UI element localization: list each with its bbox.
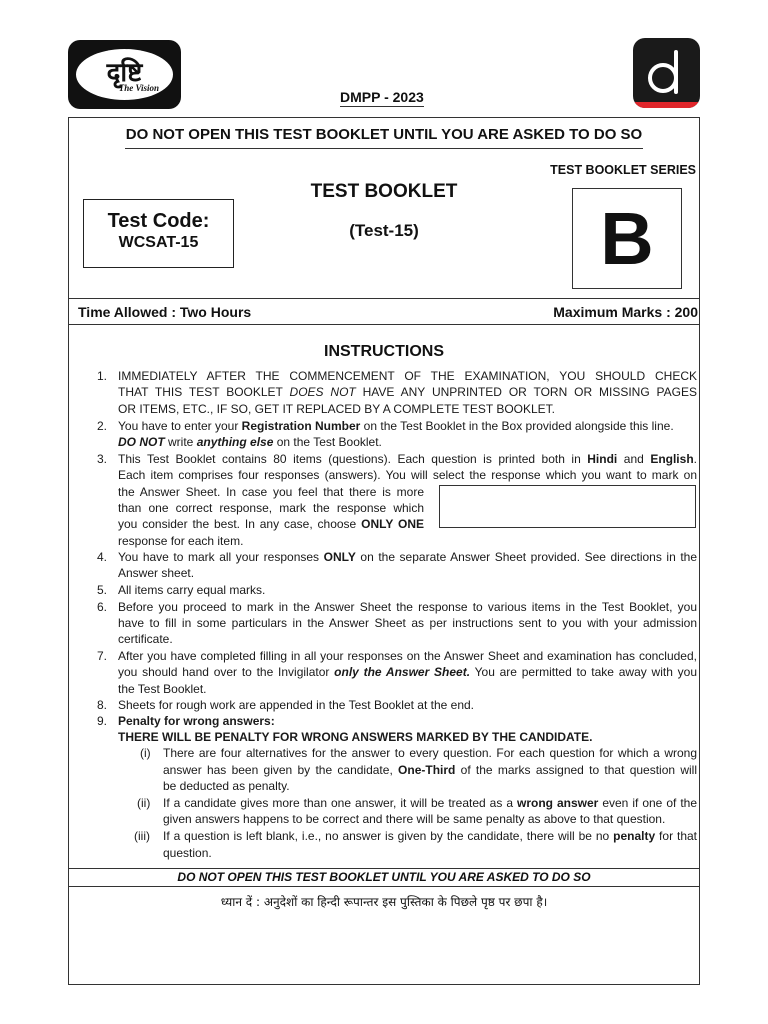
item-number: 9. [97,714,108,728]
instruction-line: Sheets for rough work are appended in the Test Booklet at the end. [118,698,475,712]
instruction-line: Answer sheet. [118,566,195,580]
item-number: 4. [97,550,108,564]
instruction-line: have to fill in some particulars in the Answer Sheet as per instructions sent to you with your admission [118,616,697,630]
d-logo-red-bar [633,102,700,108]
instruction-line: You have to enter your Registration Number on the Test Booklet in the Box provided alongside this line. [118,419,674,433]
exam-code: DMPP - 2023 [340,89,424,105]
instruction-line: OR ITEMS, ETC., IF SO, GET IT REPLACED BY A COMPLETE TEST BOOKLET. [118,402,556,416]
instruction-line: you consider the best. In any case, choose ONLY ONE [118,517,424,531]
instruction-line: the Test Booklet. [118,682,207,696]
item-number: 1. [97,369,108,383]
item-number: 5. [97,583,108,597]
series-letter: B [600,197,654,280]
instruction-line: If a candidate gives more than one answer, it will be treated as a wrong answer even if one of the [163,796,698,810]
bottom-warning: DO NOT OPEN THIS TEST BOOKLET UNTIL YOU ARE ASKED TO DO SO [177,870,591,884]
instruction-line: If a question is left blank, i.e., no answer is given by the candidate, there will be no penalty for that [163,829,697,843]
sub-item-number: (i) [140,746,151,760]
instruction-line: response for each item. [118,534,244,548]
item-number: 2. [97,419,108,433]
divider [69,324,699,325]
divider [69,298,699,299]
top-warning-underline [125,148,643,149]
booklet-title: TEST BOOKLET [310,181,458,202]
instruction-line: question. [163,846,212,860]
hindi-note: ध्यान दें : अनुदेशों का हिन्दी रूपान्तर इस पुस्तिका के पिछले पृष्ठ पर छपा है। [220,895,548,909]
instruction-line: DO NOT write anything else on the Test Booklet. [118,435,382,449]
instruction-line: Before you proceed to mark in the Answer Sheet the response to various items in the Test Booklet, you [118,600,697,614]
instruction-line: answer has been given by the candidate, One-Third of the marks assigned to that question will [163,763,697,777]
instruction-line: After you have completed filling in all your responses on the Answer Sheet and examination has concluded, [118,649,697,663]
d-app-logo [633,38,700,108]
instruction-line: be deducted as penalty. [163,779,290,793]
maximum-marks: Maximum Marks : 200 [553,304,698,320]
instruction-line: THAT THIS TEST BOOKLET DOES NOT HAVE ANY UNPRINTED OR TORN OR MISSING PAGES [118,385,697,399]
instruction-line: the Answer Sheet. In case you feel that there is more [118,485,424,499]
instruction-line: This Test Booklet contains 80 items (questions). Each question is printed both in Hindi and English. [118,452,697,466]
instruction-line: than one correct response, mark the response which [118,501,424,515]
sub-item-number: (ii) [137,796,151,810]
drishti-logo [68,40,181,109]
item-number: 6. [97,600,108,614]
top-warning: DO NOT OPEN THIS TEST BOOKLET UNTIL YOU ARE ASKED TO DO SO [125,126,643,143]
item-number: 7. [97,649,108,663]
instruction-line: Penalty for wrong answers: [118,714,275,728]
test-code-value: WCSAT-15 [118,234,199,251]
time-allowed: Time Allowed : Two Hours [78,304,252,320]
instruction-line: certificate. [118,632,173,646]
instruction-line: given answers happens to be correct and there will be same penalty as above to that question. [163,812,666,826]
test-code-label: Test Code: [107,210,210,232]
drishti-logo-oval [76,49,173,100]
item-number: 3. [97,452,108,466]
instruction-line: Each item comprises four responses (answers). You will select the response which you want to mark on [118,468,697,482]
series-label: TEST BOOKLET SERIES [550,163,696,177]
instruction-line: All items carry equal marks. [118,583,266,597]
sub-item-number: (iii) [134,829,150,843]
item-number: 8. [97,698,108,712]
instruction-line: THERE WILL BE PENALTY FOR WRONG ANSWERS MARKED BY THE CANDIDATE. [118,730,593,744]
instruction-line: IMMEDIATELY AFTER THE COMMENCEMENT OF THE EXAMINATION, YOU SHOULD CHECK [118,369,697,383]
instruction-line: You have to mark all your responses ONLY on the separate Answer Sheet provided. See directions in the [118,550,698,564]
drishti-logo-subtitle: The Vision [118,83,159,93]
drishti-logo-word: दृष्टि [106,58,143,88]
booklet-test-number: (Test-15) [349,221,419,240]
instruction-line: you should hand over to the Invigilator only the Answer Sheet. You are permitted to take away with you [118,665,697,679]
divider [69,868,699,869]
registration-number-box[interactable] [439,485,696,528]
d-letter-icon [633,38,700,108]
test-code-box [83,199,234,268]
divider [69,886,699,887]
instructions-title: INSTRUCTIONS [324,343,444,360]
instruction-line: There are four alternatives for the answer to every question. For each question for which a wrong [163,746,697,760]
